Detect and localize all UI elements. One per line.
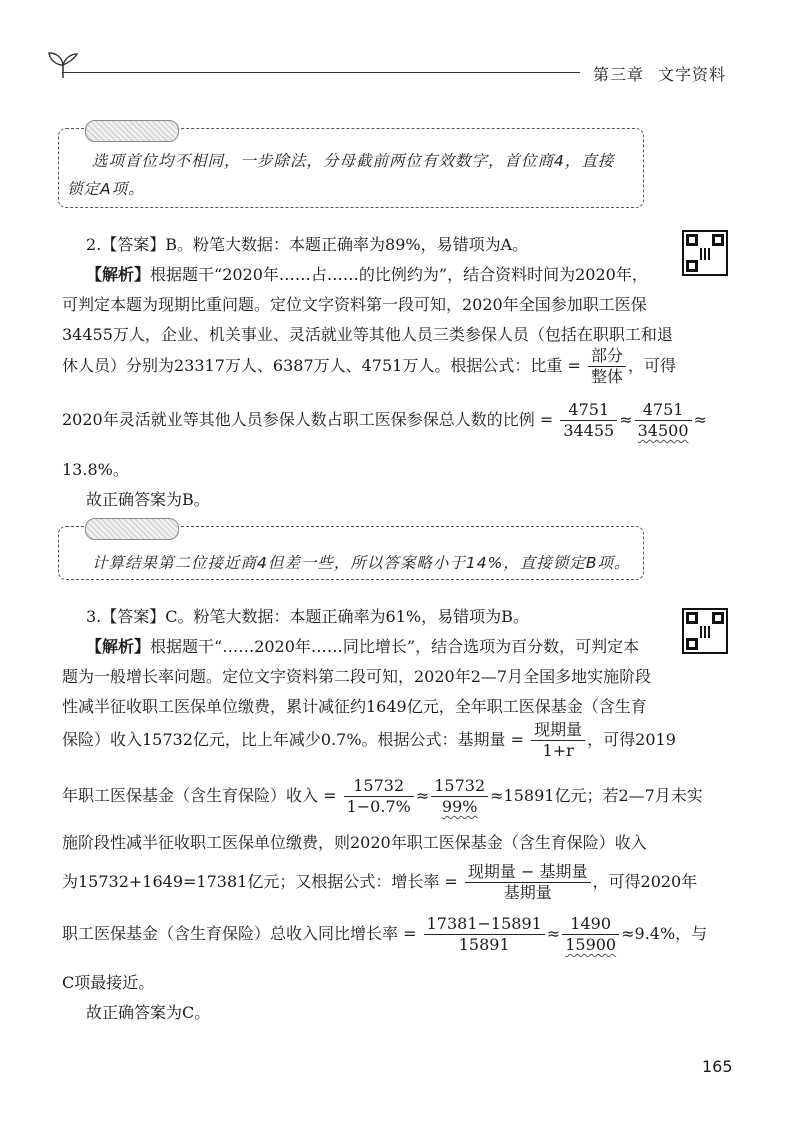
q3-text: ≈9.4%，与 — [621, 924, 708, 943]
numerator: 1490 — [562, 914, 619, 935]
denominator: 1+r — [542, 741, 574, 760]
q3-text: 职工医保基金（含生育保险）总收入同比增长率 = — [62, 924, 417, 943]
q3-text: ，可得2020年 — [592, 872, 698, 891]
approx-sign: ≈ — [693, 410, 707, 429]
q2-heading: 2.【答案】B。粉笔大数据：本题正确率为89%，易错项为A。 — [86, 235, 529, 254]
tip-tag-icon — [85, 518, 179, 540]
fraction — [560, 400, 617, 441]
qr-code-icon[interactable] — [682, 608, 728, 654]
q3-analysis-line — [86, 634, 639, 657]
q3-text: 为15732+1649=17381亿元；又根据公式：增长率 = — [62, 872, 458, 891]
q3-text: 年职工医保基金（含生育保险）收入 = — [62, 786, 337, 805]
q3-text: 保险）收入15732亿元，比上年减少0.7%。根据公式：基期量 = — [62, 730, 525, 749]
fraction-growth-rate — [465, 862, 591, 903]
q2-conclusion: 故正确答案为B。 — [86, 490, 210, 509]
numerator: 15732 — [431, 776, 488, 797]
page-number: 165 — [702, 1057, 733, 1076]
tip-tag-icon — [85, 120, 179, 142]
approx-sign: ≈ — [546, 924, 561, 943]
q2-text: 休人员）分别为23317万人、6387万人、4751万人。根据公式：比重 = — [62, 356, 581, 375]
section-label: 文字资料 — [658, 65, 727, 84]
numerator: 4751 — [635, 400, 692, 421]
chapter-label: 第三章 — [593, 65, 645, 84]
denominator: 15891 — [458, 935, 510, 954]
q3-text-line: 施阶段性减半征收职工医保单位缴费，则2020年职工医保基金（含生育保险）收入 — [62, 833, 647, 852]
denominator: 34455 — [563, 421, 615, 440]
q3-heading: 3.【答案】C。粉笔大数据：本题正确率为61%，易错项为B。 — [86, 607, 529, 626]
denominator: 基期量 — [503, 883, 552, 902]
fraction-part-over-whole — [588, 346, 626, 387]
header-rule — [62, 72, 580, 73]
denominator: 1−0.7% — [346, 797, 411, 816]
denominator: 15900 — [565, 935, 617, 954]
numerator: 部分 — [588, 346, 626, 367]
tip-box-2 — [58, 526, 644, 580]
q2-text-line: 34455万人，企业、机关事业、灵活就业等其他人员三类参保人员（包括在职职工和退 — [62, 325, 673, 344]
q3-text-line: C项最接近。 — [62, 973, 155, 992]
sprout-icon — [46, 50, 80, 80]
tip-box-1 — [58, 128, 644, 208]
fraction-base-period — [531, 720, 585, 761]
fraction — [562, 914, 619, 955]
q3-formula-line — [62, 862, 697, 903]
q2-formula-line — [62, 346, 676, 387]
q2-text: 2020年灵活就业等其他人员参保人数占职工医保参保总人数的比例 = — [62, 410, 554, 429]
q2-text: 根据题干“2020年……占……的比例约为”，结合资料时间为2020年， — [150, 265, 648, 284]
tip-text-line: 锁定A项。 — [67, 180, 145, 198]
q2-text: ，可得 — [627, 356, 676, 375]
q2-formula-line — [62, 400, 707, 441]
denominator: 整体 — [590, 367, 623, 386]
q2-analysis-line — [86, 262, 648, 285]
tip-text-line: 计算结果第二位接近商4但差一些，所以答案略小于14%，直接锁定B项。 — [92, 554, 631, 572]
approx-sign: ≈ — [619, 410, 633, 429]
q3-formula-line — [62, 776, 703, 817]
denominator: 99% — [441, 797, 478, 816]
numerator: 17381−15891 — [424, 914, 545, 935]
numerator: 现期量 − 基期量 — [465, 862, 591, 883]
fraction — [431, 776, 488, 817]
numerator: 15732 — [344, 776, 414, 797]
analysis-label: 【解析】 — [86, 637, 151, 656]
q3-text: ，可得2019 — [587, 730, 676, 749]
analysis-label: 【解析】 — [86, 265, 151, 284]
q3-text-line: 性减半征收职工医保单位缴费，累计减征约1649亿元，全年职工医保基金（含生育 — [62, 697, 647, 716]
q3-conclusion: 故正确答案为C。 — [86, 1003, 211, 1022]
q3-text: 根据题干“……2020年……同比增长”，结合选项为百分数，可判定本 — [150, 637, 640, 656]
q3-text-line: 题为一般增长率问题。定位文字资料第二段可知，2020年2—7月全国多地实施阶段 — [62, 667, 652, 686]
numerator: 现期量 — [531, 720, 585, 741]
fraction — [424, 914, 545, 955]
q3-formula-line — [62, 914, 707, 955]
denominator: 34500 — [637, 421, 689, 440]
chapter-header — [593, 62, 740, 85]
qr-code-icon[interactable] — [682, 230, 728, 276]
q2-text-line: 13.8%。 — [62, 460, 129, 479]
approx-sign: ≈ — [415, 786, 430, 805]
numerator: 4751 — [560, 400, 617, 421]
fraction — [344, 776, 414, 817]
tip-text-line: 选项首位均不相同，一步除法，分母截前两位有效数字，首位商4，直接 — [92, 152, 615, 170]
q3-text: ≈15891亿元；若2—7月未实 — [490, 786, 703, 805]
fraction — [635, 400, 692, 441]
q3-formula-line — [62, 720, 676, 761]
q2-text-line: 可判定本题为现期比重问题。定位文字资料第一段可知，2020年全国参加职工医保 — [62, 295, 647, 314]
